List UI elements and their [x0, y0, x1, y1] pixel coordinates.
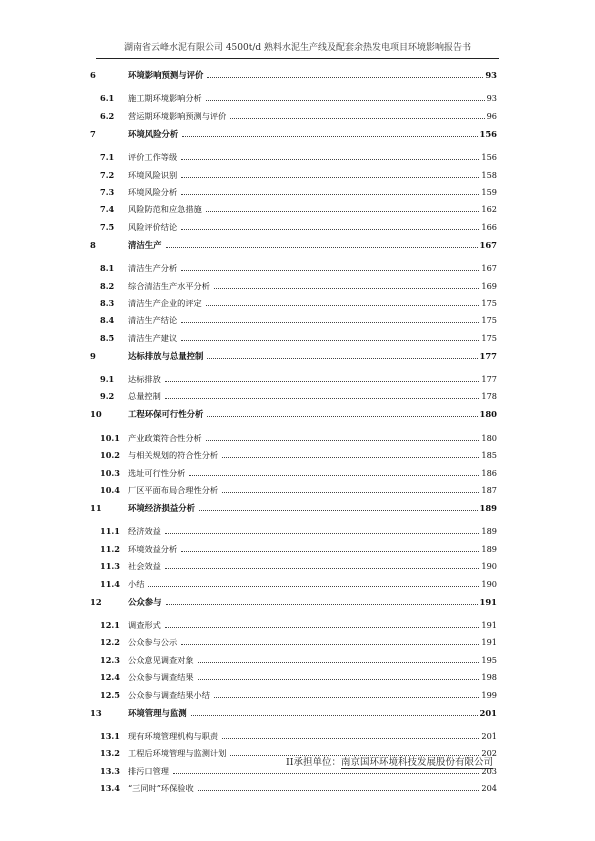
- toc-section-entry[interactable]: [90, 162, 497, 179]
- toc-entry-number: 8: [90, 239, 96, 250]
- toc-section-entry[interactable]: [90, 425, 497, 442]
- toc-dot-leader: [207, 77, 483, 78]
- page-footer: [286, 754, 493, 768]
- toc-entry-title: 厂区平面布局合理性分析: [128, 485, 219, 496]
- toc-dot-leader: [181, 551, 479, 552]
- toc-section-entry[interactable]: [90, 325, 497, 342]
- toc-section-entry[interactable]: [90, 367, 497, 384]
- toc-entry-title: 达标排放: [128, 374, 161, 385]
- toc-dot-leader: [214, 697, 479, 698]
- toc-section-entry[interactable]: [90, 273, 497, 290]
- toc-entry-title: 社会效益: [128, 561, 161, 572]
- toc-entry-number: 10.4: [100, 485, 120, 496]
- toc-entry-title: 经济效益: [128, 526, 161, 537]
- toc-entry-number: 13.2: [100, 748, 120, 759]
- toc-section-entry[interactable]: [90, 308, 497, 325]
- toc-dot-leader: [189, 475, 479, 476]
- toc-dot-leader: [165, 398, 480, 399]
- toc-entry-number: 11.2: [100, 543, 120, 554]
- toc-chapter-entry[interactable]: [90, 597, 497, 607]
- toc-entry-page: 189: [481, 543, 497, 554]
- toc-entry-number: 12.5: [100, 689, 120, 700]
- toc-section-entry[interactable]: [90, 554, 497, 571]
- toc-entry-title: 评价工作等级: [128, 152, 178, 163]
- toc-chapter-entry[interactable]: [90, 240, 497, 250]
- toc-entry-title: 公众参与公示: [128, 637, 178, 648]
- toc-entry-page: 158: [481, 169, 497, 180]
- toc-section-entry[interactable]: [90, 384, 497, 401]
- toc-entry-title: “三同时”环保验收: [128, 783, 194, 794]
- toc-entry-title: 总量控制: [128, 391, 161, 402]
- toc-dot-leader: [181, 340, 479, 341]
- toc-entry-number: 13.4: [100, 783, 120, 794]
- toc-entry-number: 11.4: [100, 578, 120, 589]
- toc-dot-leader: [206, 211, 480, 212]
- header-title: 湖南省云峰水泥有限公司 4500t/d 熟料水泥生产线及配套余热发电项目环境影响报告书: [123, 43, 472, 53]
- footer-unit-name: 南京国环环境科技发展股份有限公司: [340, 757, 493, 768]
- toc-entry-page: 166: [481, 221, 497, 232]
- toc-entry-page: 180: [481, 432, 497, 443]
- toc-entry-number: 10.2: [100, 450, 120, 461]
- toc-entry-title: 环境影响预测与评价: [128, 70, 204, 80]
- toc-entry-number: 12.4: [100, 672, 120, 683]
- toc-entry-page: 156: [479, 128, 497, 139]
- toc-entry-title: 清洁生产建议: [128, 332, 178, 343]
- toc-dot-leader: [181, 229, 479, 230]
- toc-entry-number: 12.3: [100, 654, 120, 665]
- toc-section-entry[interactable]: [90, 724, 497, 741]
- toc-section-entry[interactable]: [90, 571, 497, 588]
- toc-entry-page: 203: [481, 765, 497, 776]
- toc-entry-page: 175: [481, 332, 497, 343]
- toc-section-entry[interactable]: [90, 519, 497, 536]
- toc-entry-page: 186: [481, 467, 497, 478]
- toc-entry-title: 公众参与: [128, 596, 162, 607]
- toc-entry-number: 9: [90, 350, 96, 361]
- toc-dot-leader: [181, 194, 479, 195]
- toc-entry-page: 169: [481, 280, 497, 291]
- toc-entry-page: 178: [481, 391, 497, 402]
- toc-entry-number: 8.2: [100, 280, 115, 291]
- toc-dot-leader: [222, 457, 479, 458]
- toc-dot-leader: [191, 715, 478, 716]
- toc-entry-title: 产业政策符合性分析: [128, 432, 202, 443]
- toc-dot-leader: [207, 416, 477, 417]
- toc-section-entry[interactable]: [90, 478, 497, 495]
- toc-dot-leader: [181, 322, 479, 323]
- toc-dot-leader: [198, 790, 480, 791]
- toc-entry-title: 营运期环境影响预测与评价: [128, 110, 227, 121]
- toc-dot-leader: [165, 568, 480, 569]
- toc-entry-page: 185: [481, 450, 497, 461]
- toc-dot-leader: [214, 288, 479, 289]
- toc-entry-number: 6.2: [100, 110, 115, 121]
- toc-entry-title: 公众参与调查结果: [128, 672, 194, 683]
- toc-entry-number: 9.2: [100, 391, 115, 402]
- toc-dot-leader: [230, 118, 484, 119]
- toc-section-entry[interactable]: [90, 460, 497, 477]
- toc-entry-page: 190: [481, 561, 497, 572]
- toc-dot-leader: [206, 100, 485, 101]
- toc-entry-page: 204: [481, 783, 497, 794]
- toc-dot-leader: [181, 644, 479, 645]
- toc-chapter-entry[interactable]: [90, 409, 497, 419]
- toc-chapter-entry[interactable]: [90, 503, 497, 513]
- toc-entry-number: 11.1: [100, 526, 120, 537]
- toc-section-entry[interactable]: [90, 145, 497, 162]
- toc-entry-page: 191: [481, 637, 497, 648]
- toc-entry-page: 175: [481, 315, 497, 326]
- toc-entry-number: 13.3: [100, 765, 120, 776]
- toc-dot-leader: [148, 586, 479, 587]
- toc-entry-number: 7.2: [100, 169, 115, 180]
- toc-entry-title: 风险评价结论: [128, 221, 178, 232]
- toc-chapter-entry[interactable]: [90, 708, 497, 718]
- toc-entry-title: 施工期环境影响分析: [128, 93, 202, 104]
- toc-entry-page: 96: [486, 110, 497, 121]
- toc-entry-number: 7.3: [100, 186, 115, 197]
- toc-entry-page: 189: [481, 526, 497, 537]
- table-of-contents: [90, 66, 497, 793]
- toc-entry-title: 清洁生产结论: [128, 315, 178, 326]
- toc-dot-leader: [181, 270, 479, 271]
- toc-entry-title: 排污口管理: [128, 765, 169, 776]
- toc-entry-number: 7: [90, 128, 96, 139]
- toc-dot-leader: [222, 738, 479, 739]
- toc-dot-leader: [166, 247, 478, 248]
- toc-entry-number: 6.1: [100, 93, 115, 104]
- toc-section-entry[interactable]: [90, 214, 497, 231]
- toc-entry-page: 156: [481, 152, 497, 163]
- toc-section-entry[interactable]: [90, 536, 497, 553]
- toc-dot-leader: [165, 381, 480, 382]
- toc-entry-title: 公众参与调查结果小结: [128, 689, 210, 700]
- toc-entry-number: 11: [90, 503, 102, 514]
- toc-section-entry[interactable]: [90, 291, 497, 308]
- toc-dot-leader: [165, 627, 480, 628]
- toc-dot-leader: [207, 358, 477, 359]
- toc-entry-number: 8.3: [100, 297, 115, 308]
- toc-entry-number: 7.1: [100, 152, 115, 163]
- toc-entry-page: 167: [481, 263, 497, 274]
- toc-entry-number: 8.1: [100, 263, 115, 274]
- toc-entry-page: 93: [486, 93, 497, 104]
- toc-entry-number: 8.5: [100, 332, 115, 343]
- toc-entry-page: 162: [481, 204, 497, 215]
- toc-dot-leader: [181, 159, 479, 160]
- toc-dot-leader: [206, 305, 480, 306]
- toc-entry-number: 9.1: [100, 374, 115, 385]
- toc-entry-number: 13.1: [100, 730, 120, 741]
- toc-entry-title: 现有环境管理机构与职责: [128, 730, 219, 741]
- toc-entry-page: 187: [481, 485, 497, 496]
- toc-entry-title: 风险防范和应急措施: [128, 204, 202, 215]
- toc-entry-page: 167: [479, 239, 497, 250]
- toc-section-entry[interactable]: [90, 776, 497, 793]
- toc-entry-page: 180: [479, 409, 497, 420]
- toc-entry-title: 环境管理与监测: [128, 707, 187, 718]
- toc-entry-page: 159: [481, 186, 497, 197]
- toc-entry-title: 达标排放与总量控制: [128, 350, 204, 361]
- toc-entry-number: 10.3: [100, 467, 120, 478]
- toc-section-entry[interactable]: [90, 443, 497, 460]
- toc-entry-page: 198: [481, 672, 497, 683]
- toc-dot-leader: [181, 177, 479, 178]
- toc-section-entry[interactable]: [90, 630, 497, 647]
- toc-dot-leader: [222, 492, 479, 493]
- toc-dot-leader: [199, 510, 478, 511]
- toc-dot-leader: [198, 679, 480, 680]
- toc-entry-page: 202: [481, 748, 497, 759]
- toc-entry-page: 191: [481, 619, 497, 630]
- toc-entry-title: 小结: [128, 578, 145, 589]
- toc-entry-page: 190: [481, 578, 497, 589]
- toc-entry-title: 环境风险分析: [128, 186, 178, 197]
- toc-dot-leader: [173, 773, 479, 774]
- toc-entry-number: 12: [90, 596, 102, 607]
- toc-entry-number: 12.2: [100, 637, 120, 648]
- toc-entry-number: 8.4: [100, 315, 115, 326]
- toc-entry-title: 环境经济损益分析: [128, 503, 195, 514]
- toc-dot-leader: [166, 604, 478, 605]
- toc-entry-title: 环境效益分析: [128, 543, 178, 554]
- toc-entry-number: 10: [90, 409, 102, 420]
- toc-entry-title: 综合清洁生产水平分析: [128, 280, 210, 291]
- footer-unit-label: 承担单位：: [293, 757, 341, 768]
- toc-entry-title: 环境风险识别: [128, 169, 178, 180]
- toc-section-entry[interactable]: [90, 197, 497, 214]
- toc-entry-page: 191: [479, 596, 497, 607]
- toc-entry-title: 清洁生产企业的评定: [128, 297, 202, 308]
- toc-entry-page: 177: [481, 374, 497, 385]
- toc-chapter-entry[interactable]: [90, 351, 497, 361]
- toc-dot-leader: [165, 533, 480, 534]
- toc-entry-number: 7.5: [100, 221, 115, 232]
- toc-chapter-entry[interactable]: [90, 70, 497, 80]
- toc-entry-page: 199: [481, 689, 497, 700]
- toc-entry-number: 7.4: [100, 204, 115, 215]
- footer-page-number: II: [285, 757, 294, 768]
- toc-entry-title: 调查形式: [128, 619, 161, 630]
- toc-dot-leader: [182, 136, 477, 137]
- toc-entry-title: 环境风险分析: [128, 128, 179, 139]
- toc-section-entry[interactable]: [90, 103, 497, 120]
- toc-entry-number: 6: [90, 70, 96, 80]
- toc-entry-number: 13: [90, 707, 102, 718]
- toc-entry-page: 177: [479, 350, 497, 361]
- toc-section-entry[interactable]: [90, 256, 497, 273]
- toc-entry-title: 清洁生产: [128, 239, 162, 250]
- toc-entry-number: 12.1: [100, 619, 120, 630]
- toc-entry-title: 与相关规划的符合性分析: [128, 450, 219, 461]
- toc-section-entry[interactable]: [90, 682, 497, 699]
- toc-dot-leader: [206, 440, 480, 441]
- toc-section-entry[interactable]: [90, 665, 497, 682]
- toc-section-entry[interactable]: [90, 180, 497, 197]
- toc-entry-page: 201: [481, 730, 497, 741]
- toc-entry-title: 清洁生产分析: [128, 263, 178, 274]
- toc-entry-title: 工程环保可行性分析: [128, 409, 204, 420]
- toc-dot-leader: [198, 662, 480, 663]
- toc-entry-page: 175: [481, 297, 497, 308]
- toc-entry-page: 189: [479, 503, 497, 514]
- toc-entry-number: 10.1: [100, 432, 120, 443]
- toc-entry-page: 93: [485, 70, 497, 80]
- toc-entry-title: 选址可行性分析: [128, 467, 186, 478]
- toc-section-entry[interactable]: [90, 613, 497, 630]
- toc-entry-number: 11.3: [100, 561, 120, 572]
- toc-entry-page: 201: [479, 707, 497, 718]
- toc-entry-page: 195: [481, 654, 497, 665]
- toc-section-entry[interactable]: [90, 86, 497, 103]
- toc-chapter-entry[interactable]: [90, 129, 497, 139]
- page-header: [96, 40, 499, 59]
- toc-entry-title: 公众意见调查对象: [128, 654, 194, 665]
- toc-section-entry[interactable]: [90, 647, 497, 664]
- toc-entry-title: 工程后环境管理与监测计划: [128, 748, 227, 759]
